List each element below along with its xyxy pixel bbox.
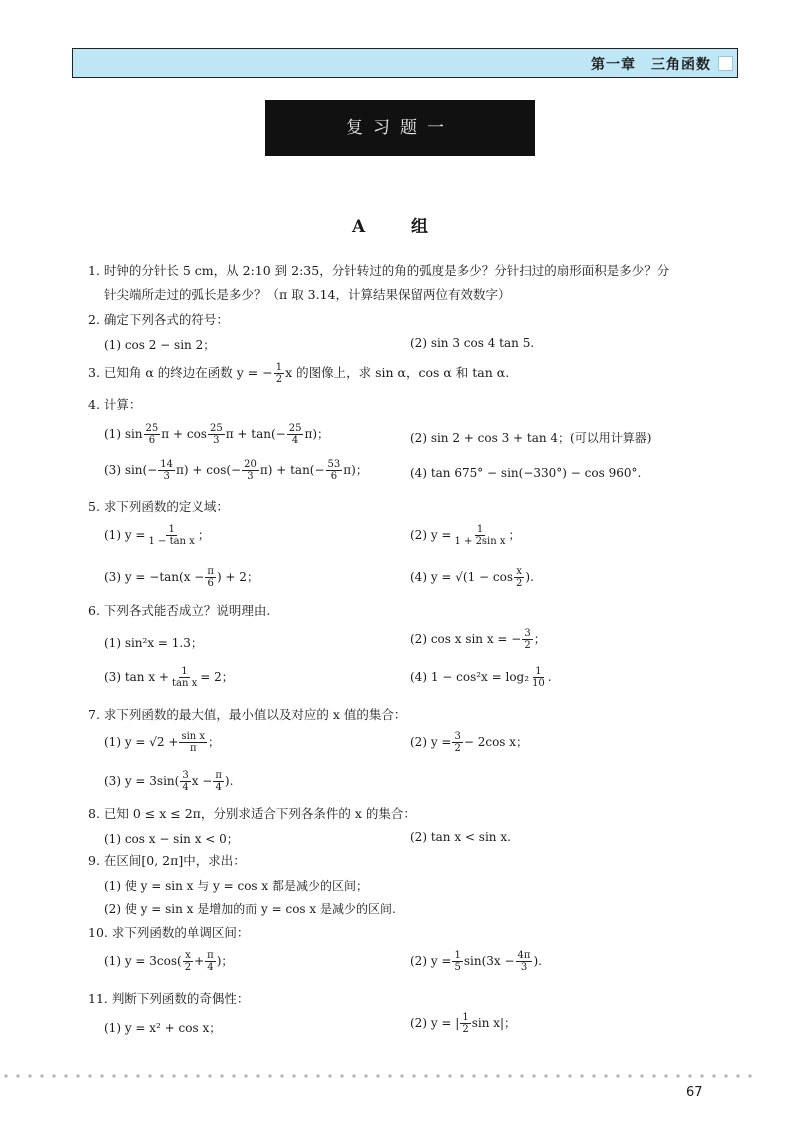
problem-8-stem: 8. 已知 0 ≤ x ≤ 2π，分别求适合下列各条件的 x 的集合： <box>88 806 416 821</box>
problem-1-line-2: 针尖端所走过的弧长是多少？（π 取 3.14，计算结果保留两位有效数字） <box>104 287 511 302</box>
problem-4-stem: 4. 计算： <box>88 397 142 412</box>
problem-7-part-1: (1) y = √2 + $\frac{\text{sin x}}{\pi}$ ； <box>104 731 221 754</box>
problem-1-line-1: 1. 时钟的分针长 5 cm，从 2:10 到 2:35，分针转过的角的弧度是多少？分针扫过的扇形面积是多少？分 <box>88 263 670 278</box>
problem-3-pre: 3. 已知角 α 的终边在函数 y = − <box>88 365 273 380</box>
chapter-header-bar <box>72 48 738 78</box>
problem-7-part-2: (2) y = $\frac{3}{2}$ − 2cos x； <box>410 731 529 754</box>
problem-2-part-1: (1) cos 2 − sin 2； <box>104 338 216 352</box>
problem-4-part-3: (3) sin(− $\frac{14}{3}$ π) + cos(− $\frac{20}{3}$ π) + tan(− $\frac{53}{6}$ π)； <box>104 459 368 482</box>
page-number: 67 <box>686 1085 703 1100</box>
problem-4-part-4: (4) tan 675° − sin(−330°) − cos 960°. <box>410 466 642 480</box>
problem-6-part-4: (4) 1 − cos²x = log₂ $\frac{1}{10}$ . <box>410 666 552 689</box>
chapter-title: 第一章 三角函数 <box>591 57 711 73</box>
problem-11-stem: 11. 判断下列函数的奇偶性： <box>88 991 250 1006</box>
problem-4-part-2: (2) sin 2 + cos 3 + tan 4；(可以用计算器) <box>410 431 652 445</box>
problem-2-part-2: (2) sin 3 cos 4 tan 5. <box>410 336 535 350</box>
problem-3 <box>88 362 509 385</box>
problem-7-part-3: (3) y = 3sin( $\frac{3}{4}$ x − $\frac{\pi}{4}$ ). <box>104 770 234 793</box>
problem-10-stem: 10. 求下列函数的单调区间： <box>88 925 250 940</box>
problem-11-part-1: (1) y = x² + cos x； <box>104 1021 222 1035</box>
problem-6-stem: 6. 下列各式能否成立？说明理由. <box>88 603 271 618</box>
problem-9-part-1: (1) 使 y = sin x 与 y = cos x 都是减少的区间； <box>104 879 368 893</box>
problem-5-part-1: (1) y = $\frac{1}{\text{1 − tan x}}$ ； <box>104 524 210 547</box>
group-heading: A 组 <box>351 217 449 237</box>
header-square-decoration <box>718 56 733 71</box>
problem-3-fraction: $\frac{1}{2}$ <box>275 362 283 385</box>
problem-8-part-2: (2) tan x < sin x. <box>410 830 511 844</box>
problem-7-stem: 7. 求下列函数的最大值，最小值以及对应的 x 值的集合： <box>88 707 407 722</box>
problem-6-part-1: (1) sin²x = 1.3； <box>104 636 203 650</box>
problem-6-part-3: (3) tan x + $\frac{1}{\text{tan x}}$ = 2； <box>104 666 234 689</box>
problem-11-part-2: (2) y = | $\frac{1}{2}$ sin x|； <box>410 1012 517 1035</box>
problem-2-stem: 2. 确定下列各式的符号： <box>88 312 229 327</box>
problem-5-stem: 5. 求下列函数的定义域： <box>88 499 229 514</box>
problem-5-part-4: (4) y = √(1 − cos $\frac{x}{2}$ ). <box>410 566 534 589</box>
problem-4-part-1: (1) sin $\frac{25}{6}$ π + cos $\frac{25}{3}$ π + tan(− $\frac{25}{4}$ π)； <box>104 423 330 446</box>
problem-10-part-1: (1) y = 3cos( $\frac{x}{2}$ + $\frac{\pi}{4}$ )； <box>104 950 234 973</box>
problem-5-part-3: (3) y = −tan(x − $\frac{\pi}{6}$ ) + 2； <box>104 566 259 589</box>
problem-9-part-2: (2) 使 y = sin x 是增加的而 y = cos x 是减少的区间. <box>104 902 396 916</box>
problem-3-post: x 的图像上，求 sin α，cos α 和 tan α. <box>285 365 510 380</box>
problem-6-part-2: (2) cos x sin x = − $\frac{3}{2}$ ； <box>410 628 546 651</box>
problem-8-part-1: (1) cos x − sin x < 0； <box>104 832 239 846</box>
footer-dotted-line <box>0 1074 760 1078</box>
problem-9-stem: 9. 在区间[0, 2π]中，求出： <box>88 853 246 868</box>
problem-10-part-2: (2) y = $\frac{1}{5}$ sin(3x − $\frac{4\pi}{3}$ ). <box>410 950 542 973</box>
section-title: 复习题一 <box>265 100 535 156</box>
problem-5-part-2: (2) y = $\frac{1}{\text{1 + 2sin x}}$ ； <box>410 524 521 547</box>
